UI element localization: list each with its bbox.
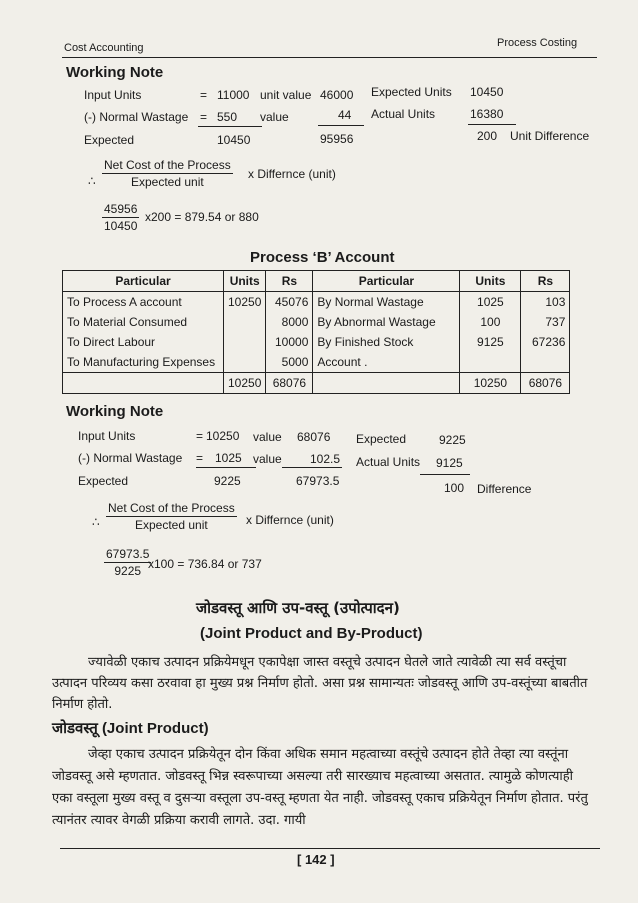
wn2-calc-tail: x100 = 736.84 or 737 <box>148 557 262 571</box>
cell <box>224 332 266 352</box>
table-row <box>63 312 570 332</box>
cell: To Material Consumed <box>63 312 224 332</box>
process-b-account-table <box>62 270 570 394</box>
wn1-label: Input Units <box>84 88 142 102</box>
wn1-value: 95956 <box>320 132 354 146</box>
cell: By Normal Wastage <box>313 292 460 313</box>
cell: Account . <box>313 352 460 373</box>
cell: 9125 <box>460 332 521 352</box>
subsection-heading-marathi: जोडवस्तू <box>52 719 98 737</box>
col-header: Particular <box>63 271 224 292</box>
col-header: Particular <box>313 271 460 292</box>
wn2-diff-label: Difference <box>477 482 532 496</box>
cell: 103 <box>521 292 570 313</box>
wn2-label: (-) Normal Wastage <box>78 451 183 465</box>
wn2-formula-fraction <box>106 501 237 532</box>
wn1-vlabel: unit value <box>260 88 312 102</box>
wn2-evalue: 100 <box>444 481 465 495</box>
wn2-value-underline <box>282 467 342 468</box>
header-left: Cost Accounting <box>64 42 144 54</box>
cell: 10000 <box>266 332 313 352</box>
subsection-heading-english: (Joint Product) <box>101 720 209 737</box>
cell <box>224 352 266 373</box>
cell: By Abnormal Wastage <box>313 312 460 332</box>
wn2-calc-fraction <box>104 547 151 578</box>
therefore-symbol: ∴ <box>92 515 100 529</box>
wn1-calc-fraction <box>102 202 139 233</box>
table-row <box>63 352 570 373</box>
wn2-formula-tail: x Differnce (unit) <box>246 513 334 527</box>
section-title-english: (Joint Product and By-Product) <box>200 625 423 642</box>
account-title: Process ‘B’ Account <box>250 249 395 266</box>
wn1-units: 10450 <box>217 133 251 147</box>
section-title-marathi: जोडवस्तू आणि उप-वस्तू (उपोत्पादन) <box>196 599 400 617</box>
wn2-units: 9225 <box>214 474 241 488</box>
table-row <box>63 292 570 313</box>
col-header: Units <box>224 271 266 292</box>
wn2-vlabel: value <box>253 452 282 466</box>
cell <box>63 373 224 394</box>
cell: 100 <box>460 312 521 332</box>
wn1-formula-fraction <box>102 158 233 189</box>
cell: 10250 <box>224 292 266 313</box>
wn1-calc-num: 45956 <box>104 202 138 216</box>
wn2-vlabel: value <box>253 430 282 444</box>
col-header: Rs <box>521 271 570 292</box>
cell: By Finished Stock <box>313 332 460 352</box>
total-cell: 10250 <box>460 373 521 394</box>
col-header: Rs <box>266 271 313 292</box>
wn1-evalue-underline <box>468 124 516 125</box>
wn1-elabel: Expected Units <box>371 85 452 99</box>
page-number: [ 142 ] <box>297 852 335 867</box>
cell: 5000 <box>266 352 313 373</box>
total-cell: 68076 <box>521 373 570 394</box>
wn2-evalue-underline <box>420 474 470 475</box>
wn2-elabel: Actual Units <box>356 455 421 469</box>
wn2-label: Input Units <box>78 429 136 443</box>
wn2-formula-den: Expected unit <box>135 518 208 532</box>
wn1-formula-den: Expected unit <box>131 175 204 189</box>
table-total-row <box>63 373 570 394</box>
wn1-formula-tail: x Differnce (unit) <box>248 167 336 181</box>
cell <box>313 373 460 394</box>
wn2-eq: = <box>196 429 204 443</box>
cell: 737 <box>521 312 570 332</box>
therefore-symbol: ∴ <box>88 174 96 188</box>
cell: 45076 <box>266 292 313 313</box>
cell <box>224 312 266 332</box>
header-rule <box>62 57 597 58</box>
cell <box>521 352 570 373</box>
wn1-evalue: 16380 <box>470 107 504 121</box>
wn1-elabel: Actual Units <box>371 107 436 121</box>
wn1-value: 46000 <box>320 88 354 102</box>
cell: 67236 <box>521 332 570 352</box>
table-row <box>63 332 570 352</box>
wn1-label: (-) Normal Wastage <box>84 110 189 124</box>
table-header-row <box>63 271 570 292</box>
cell: To Direct Labour <box>63 332 224 352</box>
wn1-eq: = <box>200 88 208 102</box>
cell: 1025 <box>460 292 521 313</box>
wn2-value: 102.5 <box>310 452 341 466</box>
wn1-value: 44 <box>338 108 352 122</box>
wn1-formula-num: Net Cost of the Process <box>104 158 231 172</box>
subsection-heading <box>52 718 209 738</box>
wn1-calc-tail: x200 = 879.54 or 880 <box>145 210 259 224</box>
joint-product-paragraph: जेव्हा एकाच उत्पादन प्रक्रियेतून दोन किंवा अधिक समान महत्वाच्या वस्तूंचे उत्पादन होते तेव्हा त्या वस्तूंना जोडवस्तू असे म्हणतात. जोडवस्तू भिन्न स्वरूपाच्या असल्या तरी सारख्याच महत्वाच्या असतात. त्यामुळे कोणत्याही एका वस्तूला मुख्य वस्तू व दुसऱ्या वस्तूला उप-वस्तू म्हणता येत नाही. जोडवस्तू एकाच प्रक्रियेतून निर्माण होतात. परंतु त्यानंतर त्यावर वेगळी प्रक्रिया करावी लागते. उदा. गायी <box>52 747 588 828</box>
cell: To Process A account <box>63 292 224 313</box>
wn1-units-underline <box>198 126 262 127</box>
wn2-value: 67973.5 <box>296 474 340 488</box>
intro-paragraph: ज्यावेळी एकाच उत्पादन प्रक्रियेमधून एकापेक्षा जास्त वस्तूचे उत्पादन घेतले जाते त्यावेळी त्या सर्व वस्तूंचा उत्पादन परिव्यय कसा ठरवावा हा मुख्य प्रश्न निर्माण होतो. असा प्रश्न सामान्यतः जोडवस्तू आणि उप-वस्तूंच्या बाबतीत निर्माण होतो. <box>52 655 588 712</box>
cell: To Manufacturing Expenses <box>63 352 224 373</box>
wn1-value-underline <box>318 125 364 126</box>
wn1-evalue: 200 <box>477 129 498 143</box>
wn1-evalue: 10450 <box>470 85 504 99</box>
cell: 8000 <box>266 312 313 332</box>
wn1-vlabel: value <box>260 110 289 124</box>
wn1-units: 11000 <box>217 88 250 102</box>
total-cell: 68076 <box>266 373 313 394</box>
col-header: Units <box>460 271 521 292</box>
wn2-elabel: Expected <box>356 432 407 446</box>
cell <box>460 352 521 373</box>
wn1-calc-den: 10450 <box>104 219 138 233</box>
wn2-formula-num: Net Cost of the Process <box>108 501 235 515</box>
wn1-label: Expected <box>84 133 135 147</box>
wn2-units: 10250 <box>206 429 240 443</box>
wn2-units-underline <box>196 467 256 468</box>
wn2-value: 68076 <box>297 430 331 444</box>
working-note-2-title: Working Note <box>66 403 164 420</box>
total-cell: 10250 <box>224 373 266 394</box>
wn2-units: 1025 <box>215 451 242 465</box>
wn2-calc-den: 9225 <box>114 564 142 578</box>
header-right: Process Costing <box>497 37 578 49</box>
footer-rule <box>60 848 600 849</box>
wn2-calc-num: 67973.5 <box>106 547 150 561</box>
wn2-eq: = <box>196 451 204 465</box>
wn2-evalue: 9125 <box>436 456 463 470</box>
wn1-eq: = <box>200 110 208 124</box>
working-note-1-title: Working Note <box>66 64 164 81</box>
wn1-units: 550 <box>217 110 238 124</box>
wn2-label: Expected <box>78 474 129 488</box>
wn1-diff-label: Unit Difference <box>510 129 590 143</box>
wn2-evalue: 9225 <box>439 433 466 447</box>
